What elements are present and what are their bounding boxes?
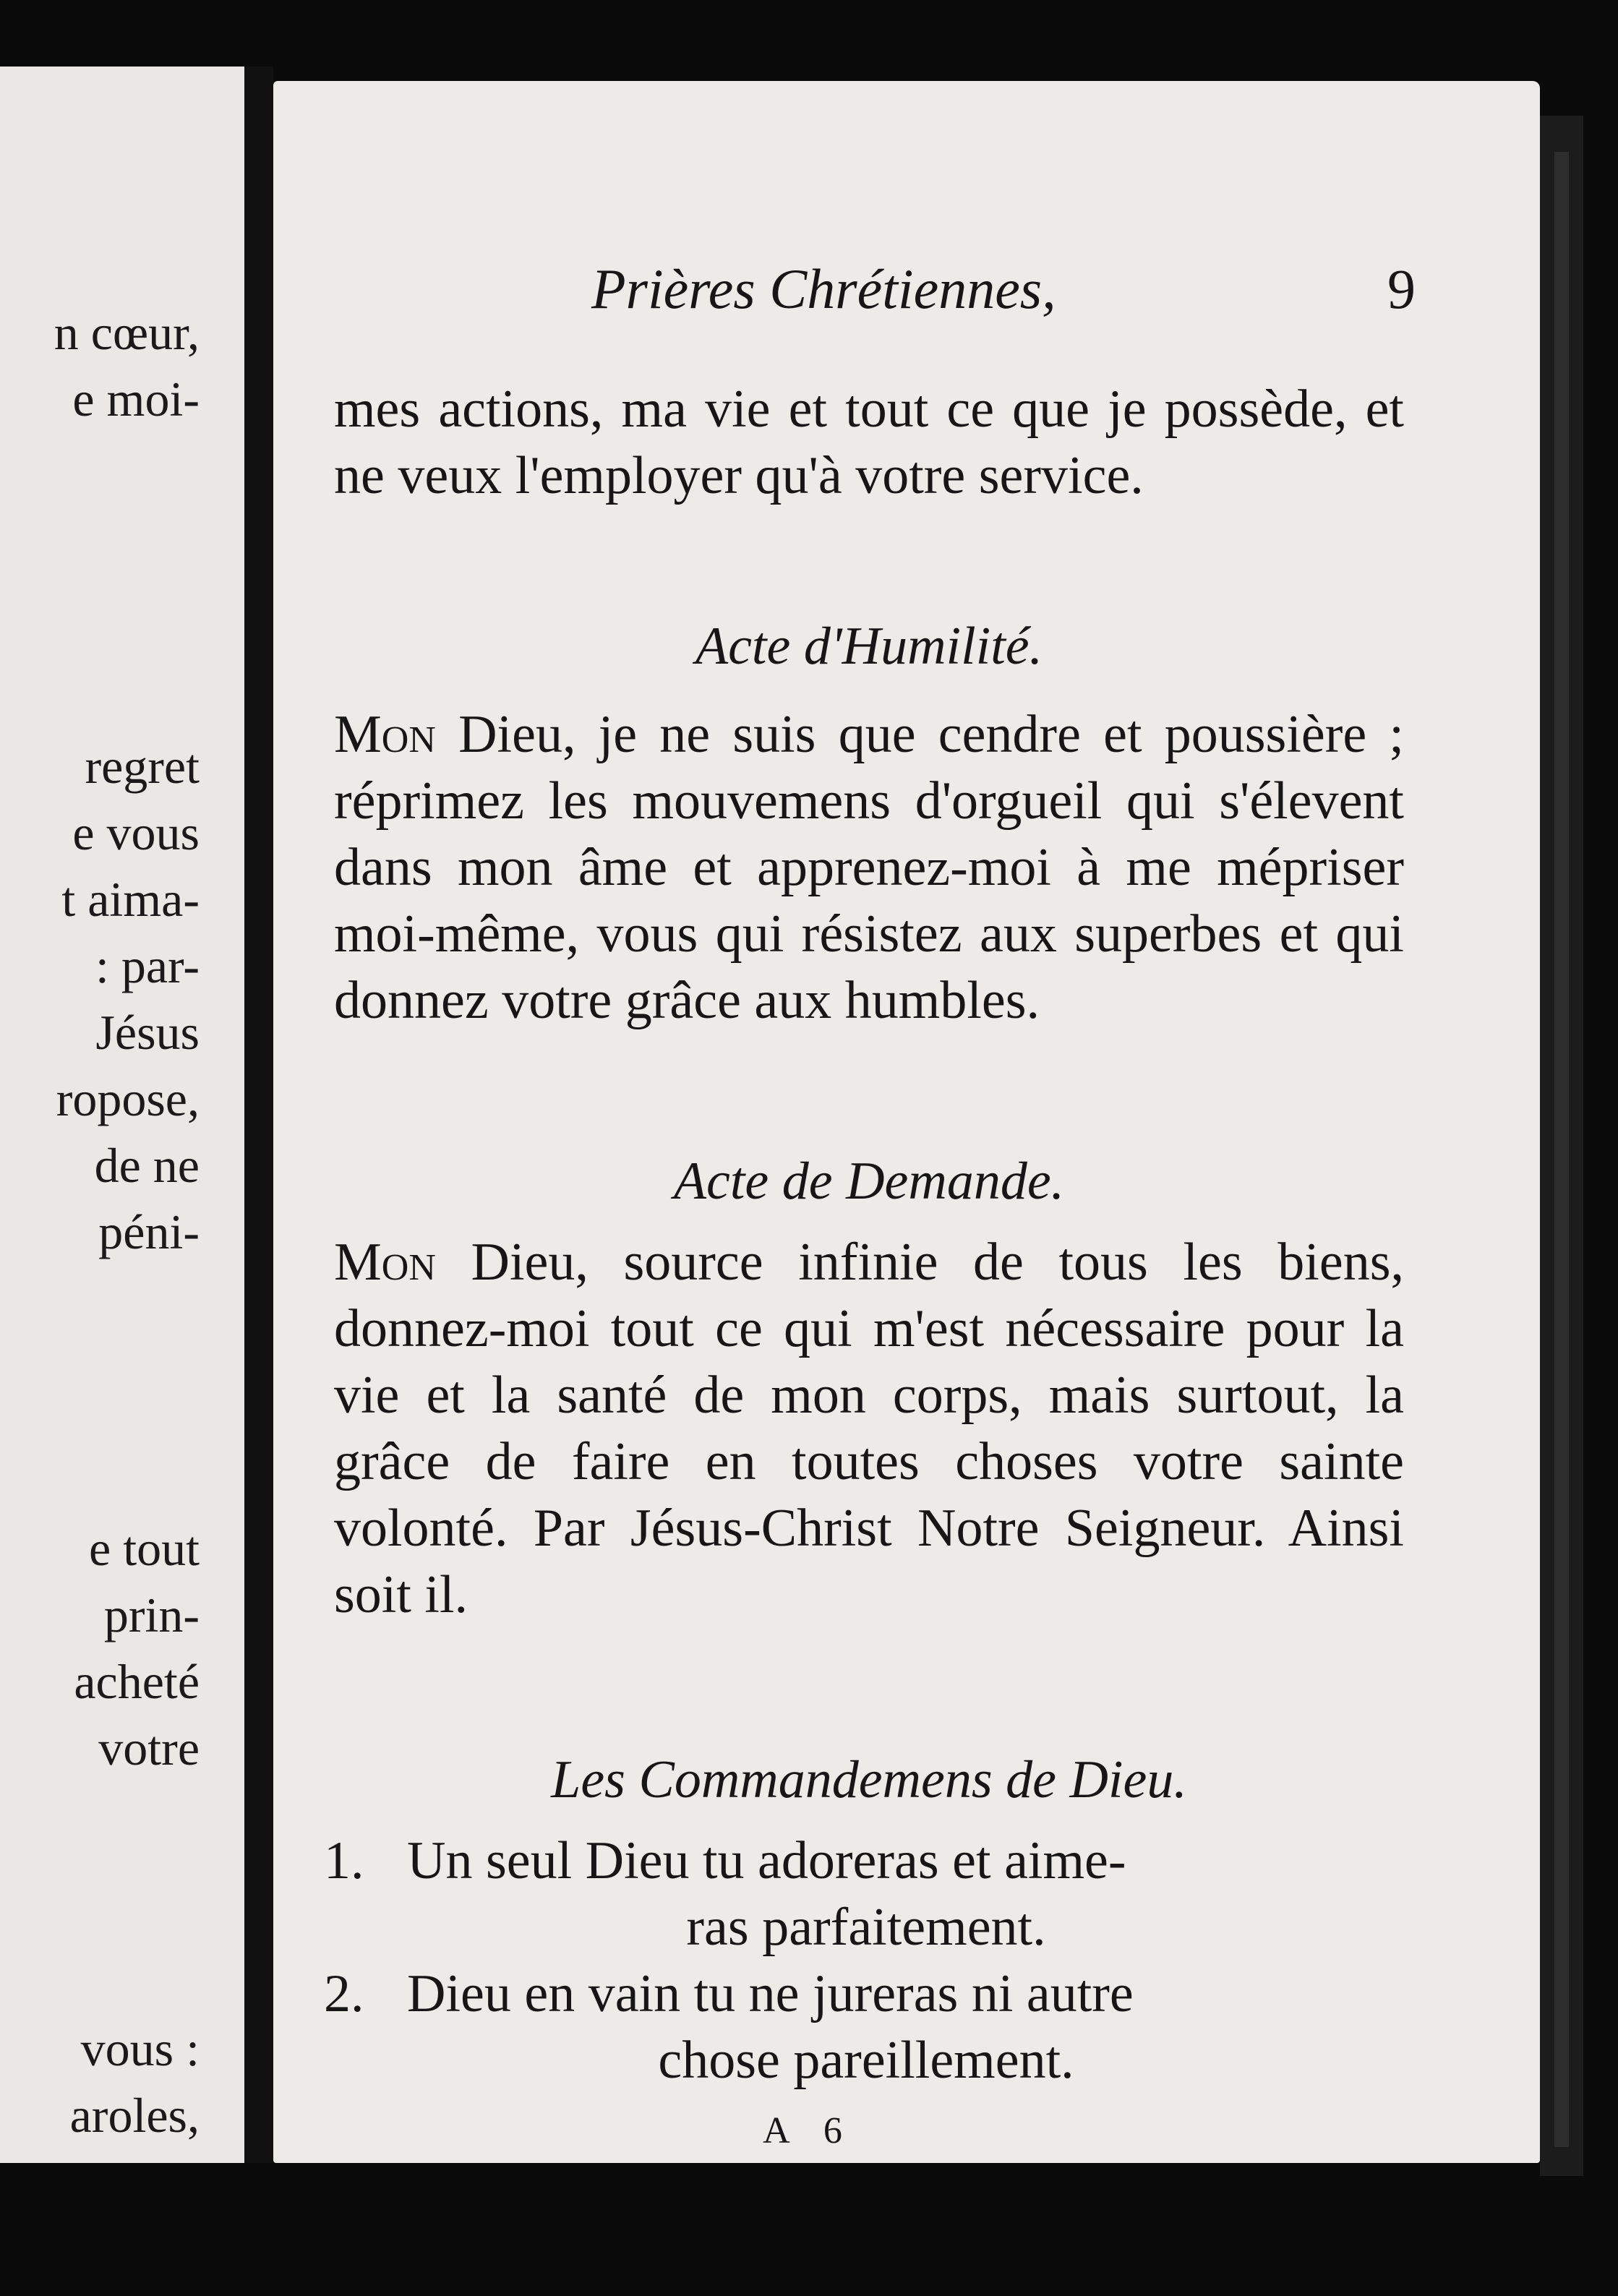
facing-page-left — [0, 67, 247, 2163]
facing-page-line: acheté — [74, 1654, 200, 1709]
commandment-continuation: chose pareillement. — [658, 2031, 1074, 2090]
intro-paragraph: mes actions, ma vie et tout ce que je possède, et ne veux l'employer qu'à votre service. — [334, 380, 1404, 505]
humility-text: Dieu, je ne suis que cendre et poussière ; réprimez les mouvemens d'orgueil qui s'élevent dans mon âme et apprenez-moi à me mépriser moi-même, vous qui résistez aux superbes et qui donnez votre grâce aux humbles. — [334, 705, 1404, 1030]
facing-page-line: t aima- — [61, 872, 200, 927]
request-text: Dieu, source infinie de tous les biens, donnez-moi tout ce qui m'est nécessaire pour la vie et la santé de mon corps, mais surtout, la grâce de faire en toutes choses votre sainte volonté. Par Jésus-Christ Notre Seigneur. Ainsi soit il. — [334, 1233, 1404, 1624]
facing-page-line: ropose, — [56, 1071, 200, 1126]
running-title: Prières Chrétiennes, — [591, 257, 1056, 320]
commandment-line: Dieu en vain tu ne jureras ni autre — [407, 1964, 1134, 2023]
facing-page-line: : par- — [95, 938, 200, 993]
facing-page-line: regret — [85, 739, 200, 794]
request-paragraph — [334, 1229, 1404, 1628]
facing-page-line: vous : — [80, 2021, 200, 2076]
facing-page-line: Jésus — [95, 1005, 200, 1060]
facing-page-line: prin- — [103, 1588, 200, 1642]
request-heading: Acte de Demande. — [673, 1152, 1065, 1211]
facing-page-line: péni- — [98, 1204, 200, 1259]
commandment-number: 1. — [324, 1831, 364, 1890]
facing-page-line: aroles, — [69, 2088, 200, 2143]
humility-paragraph — [334, 701, 1404, 1034]
signature-mark: A 6 — [763, 2110, 855, 2151]
commandments-heading: Les Commandemens de Dieu. — [551, 1750, 1187, 1809]
commandment-number: 2. — [324, 1964, 364, 2023]
page-number: 9 — [1387, 257, 1416, 320]
facing-page-line: votre — [98, 1721, 200, 1775]
commandment-line: Un seul Dieu tu adoreras et aime- — [407, 1831, 1126, 1890]
facing-page-line: n cœur, — [53, 305, 200, 360]
page-edge-highlight — [1554, 152, 1569, 2147]
facing-page-line: e moi- — [72, 372, 200, 427]
facing-page-line: de ne — [94, 1138, 200, 1193]
humility-lead: Mon — [334, 705, 436, 764]
running-header — [309, 257, 1416, 322]
book-gutter — [244, 67, 273, 2163]
facing-page-line: e vous — [72, 805, 200, 860]
facing-page-line: e tout — [89, 1521, 200, 1576]
request-lead: Mon — [334, 1233, 436, 1292]
commandment-continuation: ras parfaitement. — [686, 1898, 1046, 1957]
humility-heading: Acte d'Humilité. — [695, 617, 1043, 676]
